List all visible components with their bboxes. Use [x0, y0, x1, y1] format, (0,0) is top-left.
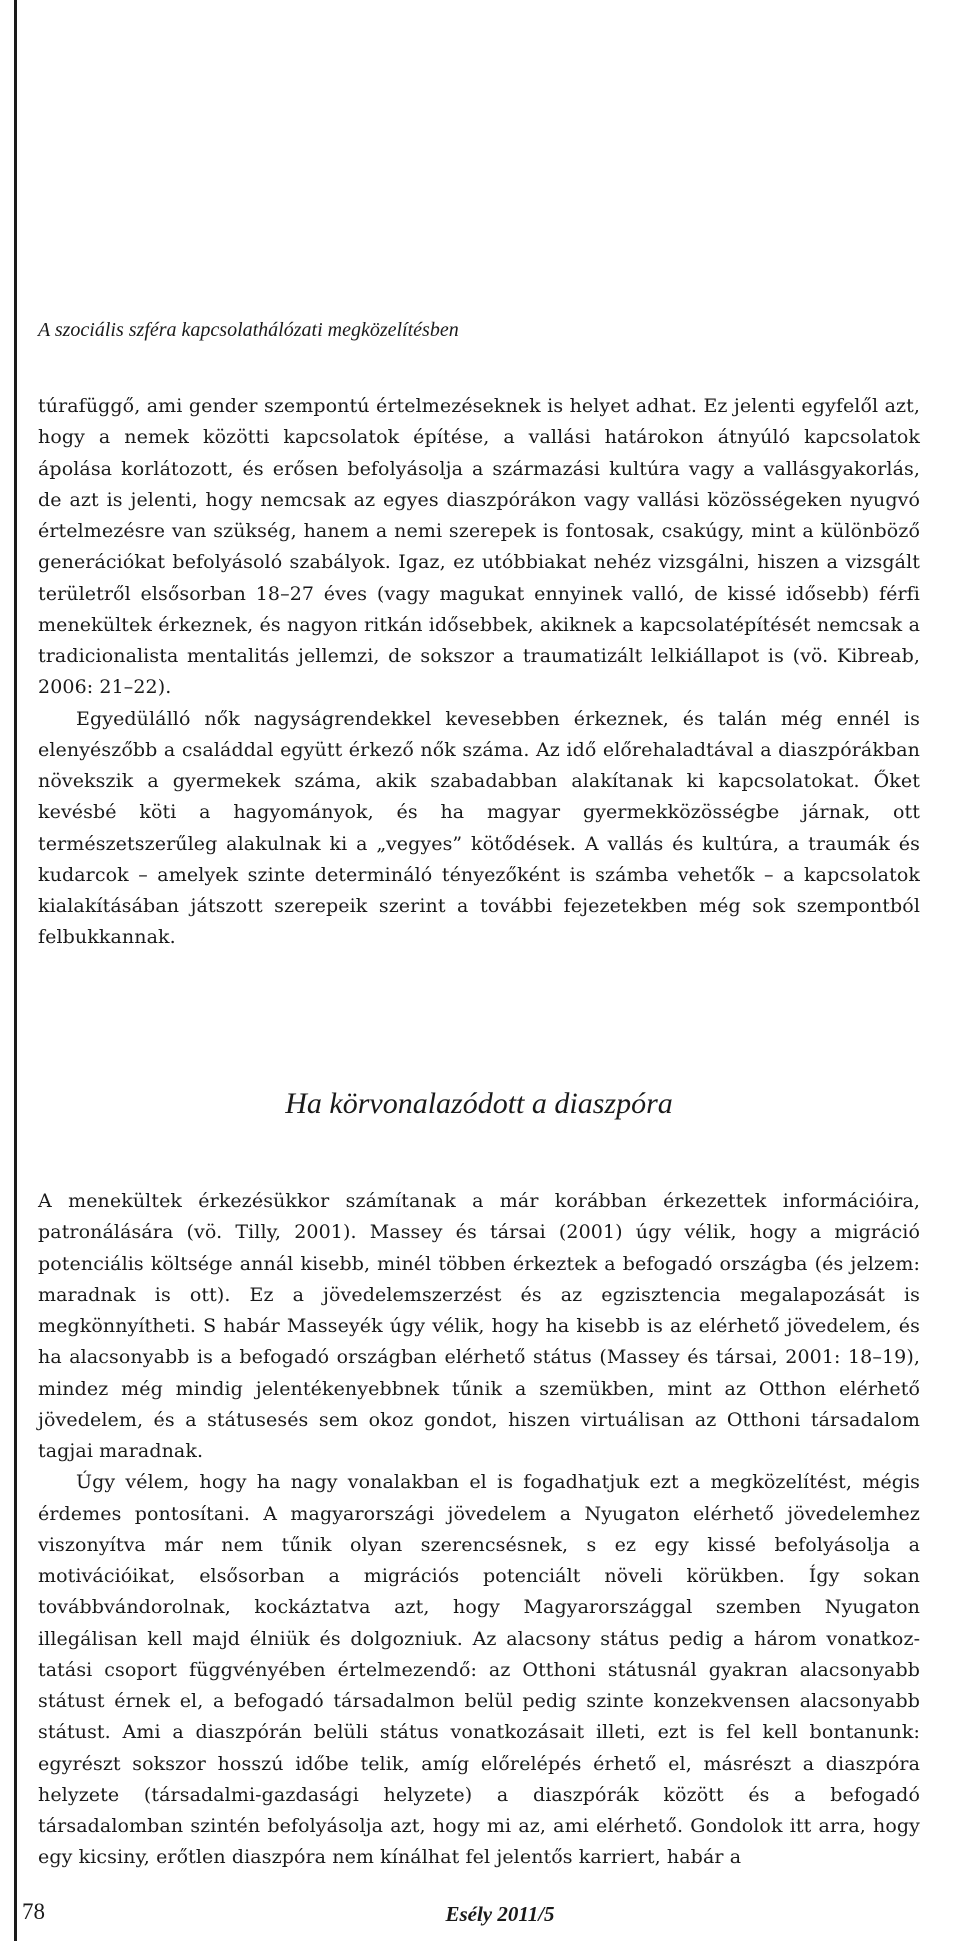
paragraph: túrafüggő, ami gender szempontú értelmezéseknek is helyet adhat. Ez jelenti egyfelől azt, hogy a nemek közötti kapcsolatok építése, a vallási határokon átnyúló kapcsolatok ápolása korlátozott, és erősen befolyásolja a származási kultúra vagy a vallásgyakorlás, de azt is jelenti, hogy nemcsak az egyes diaszpórákon vagy vallási közösségeken nyugvó értelmezésre van szükség, hanem a nemi szerepek is fontosak, csakúgy, mint a különböző generációkat befolyásoló szabályok. Igaz, ez utóbbiakat nehéz vizsgálni, hiszen a vizsgált területről elsősorban 18–27 éves (vagy magukat ennyinek valló, de kissé idősebb) férfi menekültek érkeznek, és nagyon ritkán idősebbek, akiknek a kapcsolatépítését nemcsak a tradicionalista mentalitás jellemzi, de sokszor a traumatizált lelkiállapot is (vö. Kibreab, 2006: 21–22).	[38, 395, 920, 699]
left-margin-rule	[14, 0, 17, 1941]
running-header: A szociális szféra kapcsolathálózati megközelítésben	[38, 319, 459, 341]
section-heading: Ha körvonalazódott a diaszpóra	[285, 1087, 673, 1120]
body-text-lower	[38, 1186, 920, 1874]
paragraph: A menekültek érkezésükkor számítanak a már korábban érkezettek információira, patronálására (vö. Tilly, 2001). Massey és társai (2001) úgy vélik, hogy a migráció potenciális költsége annál kisebb, minél többen érkeztek a befogadó országba (és jelzem: maradnak is ott). Ez a jövedelemszerzést és az egzisztencia megalapozását is megkönnyítheti. S habár Masseyék úgy vélik, hogy ha kisebb is az elérhető jövedelem, és ha alacsonyabb is a befogadó országban elérhető státus (Massey és társai, 2001: 18–19), mindez még mindig jelentékenyebbnek tűnik a szemükben, mint az Otthon elérhető jövedelem, és a státusesés sem okoz gondot, hiszen virtuálisan az Otthoni társadalom tagjai maradnak.	[38, 1190, 920, 1462]
page-number: 78	[22, 1899, 45, 1924]
journal-name: Esély 2011/5	[445, 1902, 555, 1926]
paragraph: Egyedülálló nők nagyságrendekkel kevesebben érkeznek, és talán még ennél is elenyészőbb a családdal együtt érkező nők száma. Az idő előrehaladtával a diaszpórákban növekszik a gyermekek száma, akik szabadabban alakítanak ki kapcsolatokat. Őket kevésbé köti a hagyományok, és ha magyar gyermekközösségbe járnak, ott természetszerűleg alakulnak ki a „vegyes” kötődések. A vallás és kultúra, a traumák és kudarcok – amelyek szinte determináló tényezőként is számba vehetők – a kapcsolatok kialakításában játszott szerepeik szerint a további fejezetekben még sok szempontból felbukkannak.	[38, 707, 920, 949]
paragraph: Úgy vélem, hogy ha nagy vonalakban el is fogadhatjuk ezt a megközelítést, mégis érdemes pontosítani. A magyarországi jövedelem a Nyugaton elérhető jövedelemhez viszonyítva már nem tűnik olyan szerencsésnek, s ez egy kissé befolyásolja a motivációikat, elsősorban a migrációs potenciált növeli körükben. Így sokan továbbvándorolnak, kockáztatva azt, hogy Magyarországgal szemben Nyugaton illegálisan kell majd élniük és dolgozniuk. Az alacsony státus pedig a három vonatkoztatási csoport függvényében értelmezendő: az Otthoni státusnál gyakran alacsonyabb státust érnek el, a befogadó társadalmon belül pedig szinte konzekvensen alacsonyabb státust. Ami a diaszpórán belüli státus vonatkozásait illeti, ezt is fel kell bontanunk: egyrészt sokszor hosszú időbe telik, amíg előrelépés érhető el, másrészt a diaszpóra helyzete (társadalmi-gazdasági helyzete) a diaszpórák között és a befogadó társadalomban szintén befolyásolja azt, hogy mi az, ami elérhető. Gondolok itt arra, hogy egy kicsiny, erőtlen diaszpóra nem kínálhat fel jelentős karriert, habár a	[38, 1471, 920, 1869]
body-text-upper	[38, 391, 920, 954]
